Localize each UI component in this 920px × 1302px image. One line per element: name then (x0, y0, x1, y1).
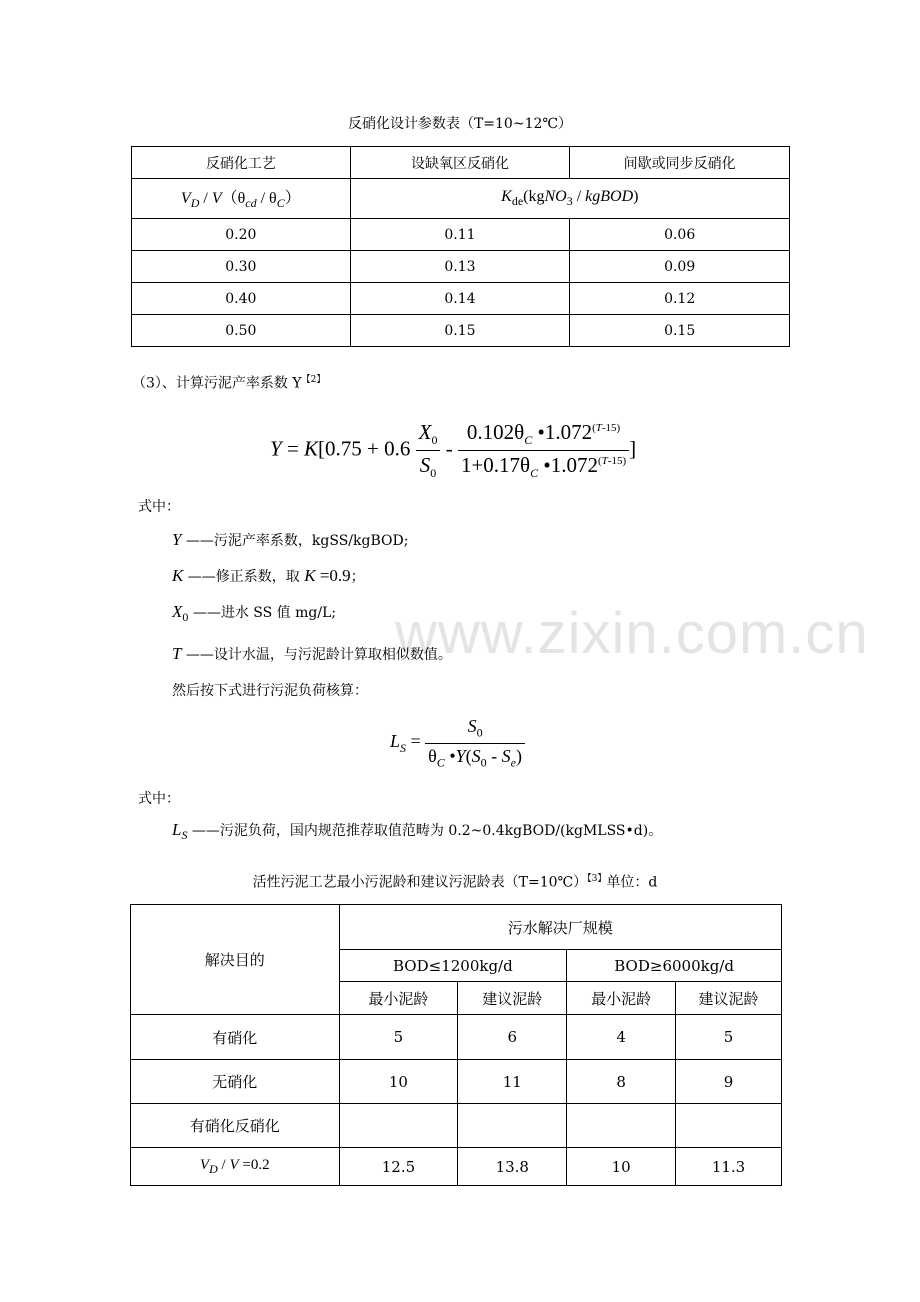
denitrification-table (131, 146, 790, 347)
sludge-load-formula: $L_S$ = $\frac{S_0}{\theta_C •Y(S_0 - S_e)}$ (390, 716, 525, 770)
reference-mark: 【2】 (301, 375, 326, 385)
table-cell: 5 (676, 1015, 782, 1060)
table-cell (339, 1104, 458, 1148)
fraction: $\frac{0.102\theta_C •1.072^{(T-15)}}{1+0.17\theta_C •1.072^{(T-15)}}$ (458, 420, 629, 481)
table-cell: 11 (458, 1060, 567, 1104)
table-cell: 13.8 (458, 1148, 567, 1186)
table-cell: 0.06 (570, 219, 790, 251)
table-cell: 0.13 (350, 251, 570, 283)
table2-caption: 活性污泥工艺最小污泥龄和建议污泥龄表（T=10℃）$^{【3】}$单位：d (252, 874, 658, 891)
yield-formula: Y = K[0.75 + 0.6 $\frac{X_0}{S_0}$ - $\frac{0.102\theta_C •1.072^{(T-15)}}{1+0.17\theta_C •1.072^{(T-15)}}$ ] (270, 420, 637, 481)
definition-ls: $L_S$ ——污泥负荷，国内规范推荐取值范畴为 0.2~0.4kgBOD/(kgMLSS•d)。 (172, 820, 663, 842)
row-label: 无硝化 (131, 1060, 340, 1104)
where-label-2: 式中： (138, 791, 180, 807)
table-cell: 10 (567, 1148, 676, 1186)
where-label: 式中： (138, 499, 180, 515)
header-anoxic: 设缺氧区反硝化 (350, 147, 570, 179)
definition-x0: $X_0$ ——进水 SS 值 mg/L; (172, 602, 337, 624)
section-title: （3）、计算污泥产率系数 $Y^{【2】}$ (132, 375, 326, 392)
header-rec-age: 建议泥龄 (458, 982, 567, 1015)
vd-v-ratio-header: $V_D / V(\theta_{cd} / \theta_C)$ (132, 179, 351, 219)
table-cell: 0.12 (570, 283, 790, 315)
table-cell: 0.50 (132, 315, 351, 347)
header-rec-age: 建议泥龄 (676, 982, 782, 1015)
table-cell: 0.14 (350, 283, 570, 315)
definition-y: Y ——污泥产率系数，kgSS/kgBOD; (172, 530, 409, 549)
table-cell: 0.09 (570, 251, 790, 283)
row-label: 有硝化反硝化 (131, 1104, 340, 1148)
header-min-age: 最小泥龄 (567, 982, 676, 1015)
watermark: www.zixin.com.cn (395, 601, 869, 666)
header-group-small: BOD≤1200kg/d (339, 950, 567, 982)
table-cell: 11.3 (676, 1148, 782, 1186)
table-cell (676, 1104, 782, 1148)
header-purpose: 解决目的 (131, 905, 340, 1015)
table-cell (567, 1104, 676, 1148)
sludge-age-table (130, 904, 782, 1186)
table-cell: 4 (567, 1015, 676, 1060)
table-cell: 0.11 (350, 219, 570, 251)
table-cell: 9 (676, 1060, 782, 1104)
table-cell: 12.5 (339, 1148, 458, 1186)
header-scale: 污水解决厂规模 (339, 905, 781, 950)
fraction: $\frac{S_0}{\theta_C •Y(S_0 - S_e)}$ (425, 716, 525, 770)
kde-header: $K_{de}(kgNO_3$ / kgBOD) (350, 179, 789, 219)
table-cell: 6 (458, 1015, 567, 1060)
table-cell (458, 1104, 567, 1148)
table-cell: 10 (339, 1060, 458, 1104)
fraction: $\frac{X_0}{S_0}$ (416, 420, 441, 481)
table-cell: 0.20 (132, 219, 351, 251)
header-intermittent: 间歇或同步反硝化 (570, 147, 790, 179)
header-process: 反硝化工艺 (132, 147, 351, 179)
table1-caption: 反硝化设计参数表（T=10~12℃） (347, 116, 573, 132)
table-cell: 0.15 (350, 315, 570, 347)
row-label-vd-v: $V_D / V =0.2$ (131, 1148, 340, 1186)
header-group-large: BOD≥6000kg/d (567, 950, 782, 982)
then-text: 然后按下式进行污泥负荷核算： (172, 683, 368, 699)
reference-mark: 【3】 (587, 874, 607, 884)
table-cell: 8 (567, 1060, 676, 1104)
table-cell: 0.30 (132, 251, 351, 283)
definition-k: K ——修正系数，取 K =0.9； (172, 566, 365, 585)
table-cell: 0.15 (570, 315, 790, 347)
table-cell: 0.40 (132, 283, 351, 315)
table-cell: 5 (339, 1015, 458, 1060)
header-min-age: 最小泥龄 (339, 982, 458, 1015)
definition-t: T ——设计水温，与污泥龄计算取相似数值。 (172, 644, 452, 663)
row-label: 有硝化 (131, 1015, 340, 1060)
